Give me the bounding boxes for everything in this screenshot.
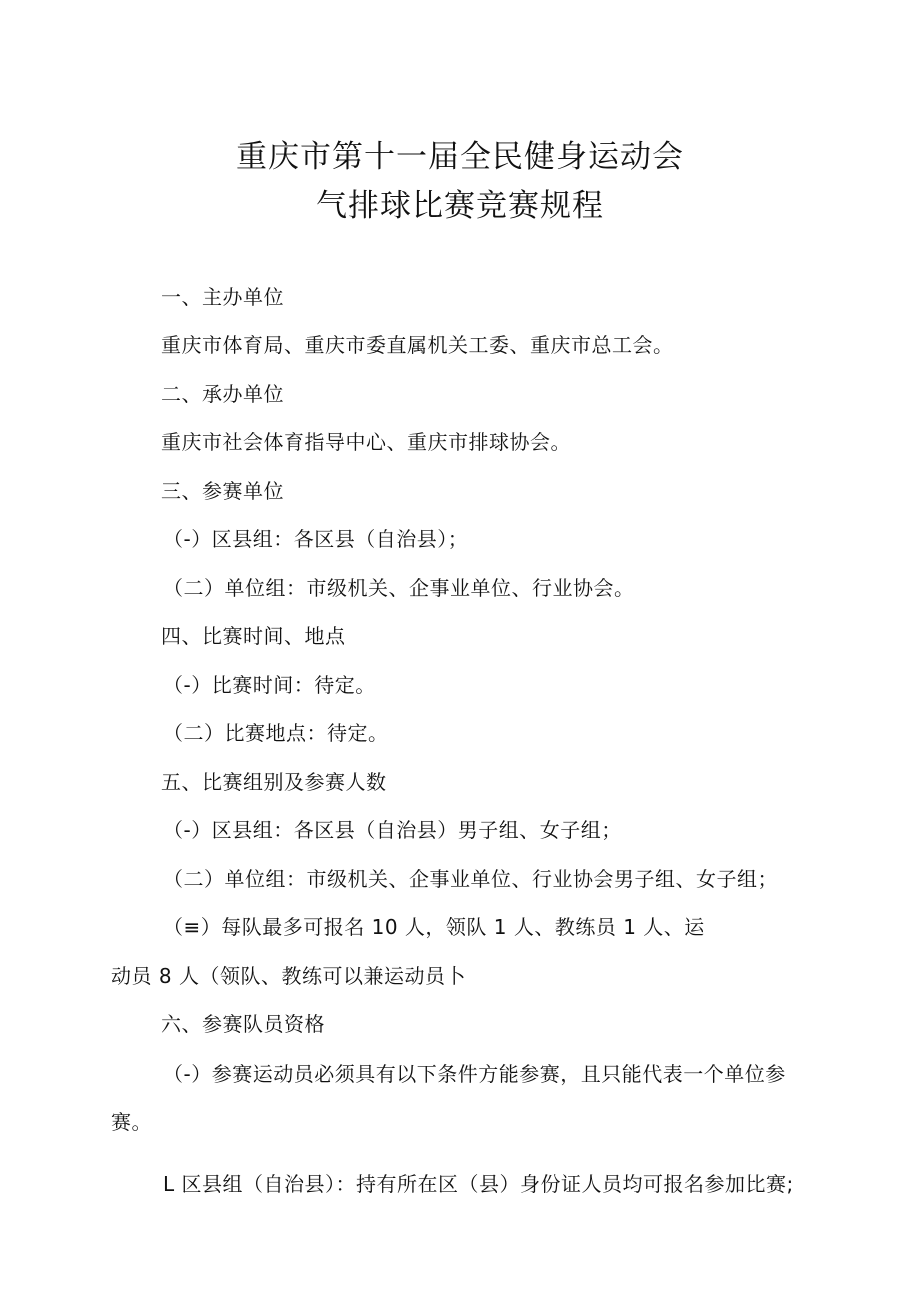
document-title-line-1: 重庆市第十一届全民健身运动会 xyxy=(236,139,684,175)
section-heading-participants: 三、参赛单位 xyxy=(161,479,284,503)
list-item-place: （二）比赛地点：待定。 xyxy=(163,721,389,745)
list-item-eligibility-1-cont: 赛。 xyxy=(111,1110,152,1134)
section-heading-host: 二、承办单位 xyxy=(161,382,284,406)
list-item-participants-1: （-）区县组：各区县（自治县）； xyxy=(163,527,469,551)
list-item-eligibility-county: L 区县组（自治县）：持有所在区（县）身份证人员均可报名参加比赛; xyxy=(163,1172,794,1196)
paragraph-host: 重庆市社会体育指导中心、重庆市排球协会。 xyxy=(161,430,571,454)
section-heading-groups: 五、比赛组别及参赛人数 xyxy=(161,770,387,794)
list-item-groups-2: （二）单位组：市级机关、企事业单位、行业协会男子组、女子组； xyxy=(163,867,778,891)
section-heading-organizer: 一、主办单位 xyxy=(161,285,284,309)
list-item-groups-3: （≡）每队最多可报名 10 人，领队 1 人、教练员 1 人、运 xyxy=(163,915,705,939)
list-item-eligibility-1: （-）参赛运动员必须具有以下条件方能参赛，且只能代表一个单位参 xyxy=(163,1062,786,1086)
section-heading-time-place: 四、比赛时间、地点 xyxy=(161,624,346,648)
paragraph-organizer: 重庆市体育局、重庆市委直属机关工委、重庆市总工会。 xyxy=(161,333,674,357)
list-item-participants-2: （二）单位组：市级机关、企事业单位、行业协会。 xyxy=(163,576,635,600)
list-item-time: （-）比赛时间：待定。 xyxy=(163,673,376,697)
list-item-groups-3-cont: 动员 8 人（领队、教练可以兼运动员卜 xyxy=(111,964,466,988)
document-title-line-2: 气排球比赛竞赛规程 xyxy=(316,188,604,224)
list-item-groups-1: （-）区县组：各区县（自治县）男子组、女子组； xyxy=(163,818,622,842)
section-heading-eligibility: 六、参赛队员资格 xyxy=(161,1012,325,1036)
